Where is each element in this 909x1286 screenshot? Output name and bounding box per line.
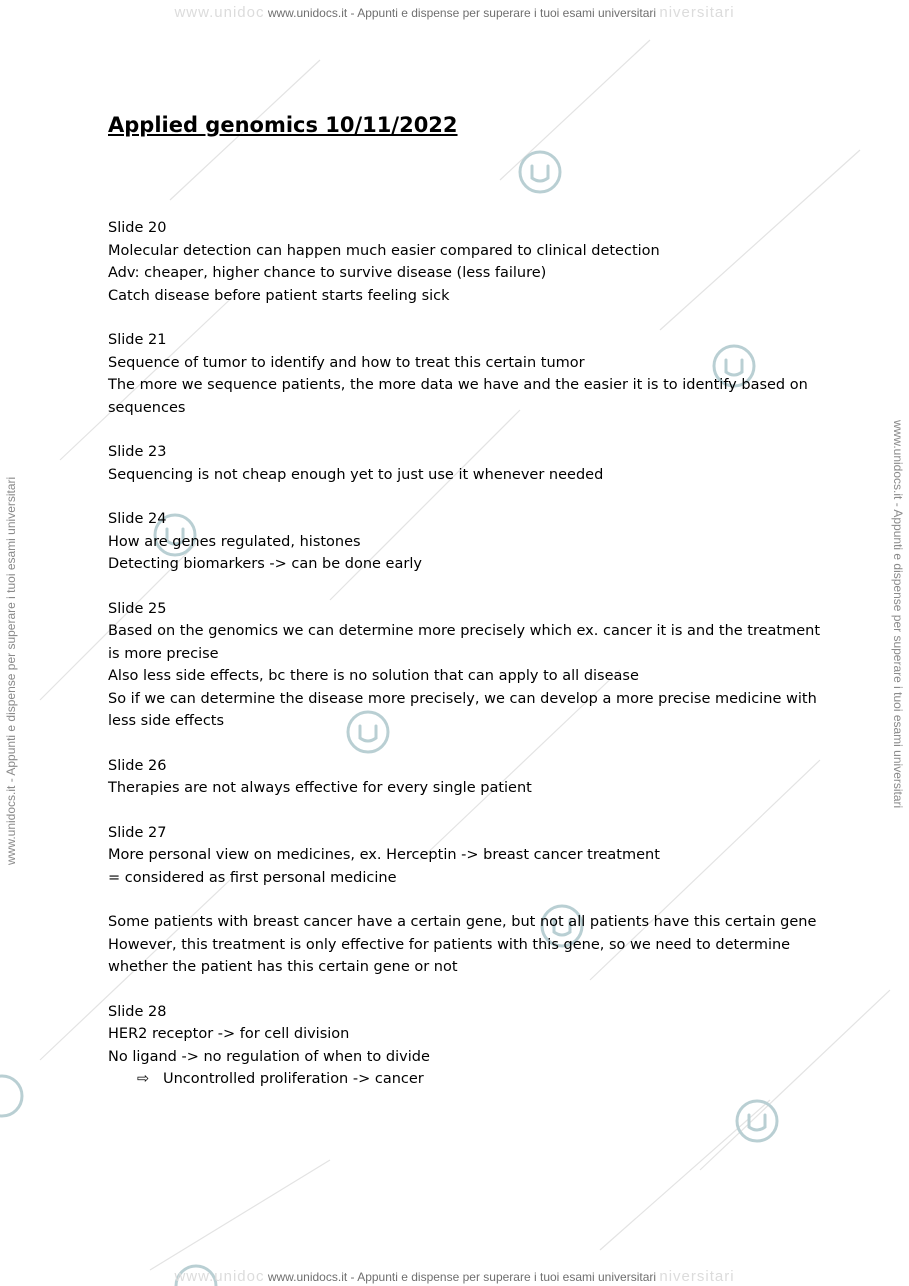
section-slide-21: [108, 329, 828, 419]
document-body: [108, 110, 828, 1113]
text-line: Catch disease before patient starts feeling sick: [108, 287, 450, 304]
watermark-left: www.unidocs.it - Appunti e dispense per superare i tuoi esami universitari: [4, 476, 18, 865]
text-line: The more we sequence patients, the more data we have and the easier it is to identify based on sequences: [108, 377, 808, 416]
watermark-bottom: [0, 1268, 909, 1285]
text-line: How are genes regulated, histones: [108, 533, 361, 550]
section-slide-24: [108, 508, 828, 576]
text-line: Also less side effects, bc there is no solution that can apply to all disease: [108, 668, 639, 684]
section-slide-25: [108, 598, 828, 733]
arrow-right-icon: ⇨: [137, 1071, 150, 1087]
section-heading: Slide 26: [108, 757, 167, 774]
text-line: So if we can determine the disease more precisely, we can develop a more precise medicine with less side effects: [108, 690, 817, 729]
document-title: Applied genomics 10/11/2022: [108, 113, 458, 137]
text-line: No ligand -> no regulation of when to divide: [108, 1048, 430, 1065]
section-slide-23: [108, 441, 828, 486]
text-line: Sequencing is not cheap enough yet to just use it whenever needed: [108, 466, 604, 483]
watermark-ghost-right: niversitari: [659, 4, 735, 21]
watermark-top: [0, 4, 909, 21]
text-line: Therapies are not always effective for every single patient: [108, 780, 532, 796]
section-slide-26: [108, 755, 828, 800]
section-heading: Slide 28: [108, 1003, 167, 1020]
text-line: Detecting biomarkers -> can be done early: [108, 556, 422, 572]
text-line: Some patients with breast cancer have a certain gene, but not all patients have this certain gene: [108, 914, 817, 930]
section-heading: Slide 23: [108, 444, 167, 460]
text-line: HER2 receptor -> for cell division: [108, 1026, 350, 1042]
paragraph: [108, 822, 828, 890]
section-heading: Slide 20: [108, 220, 167, 236]
section-slide-27: [108, 822, 828, 979]
text-line: Adv: cheaper, higher chance to survive disease (less failure): [108, 265, 547, 281]
section-heading: Slide 27: [108, 824, 167, 841]
section-slide-20: [108, 217, 828, 307]
section-heading: Slide 24: [108, 511, 167, 527]
text-line: Based on the genomics we can determine more precisely which ex. cancer it is and the treatment is more precise: [108, 623, 821, 662]
section-slide-28: [108, 1001, 828, 1091]
text-line: = considered as first personal medicine: [108, 869, 397, 886]
bullet-item: [108, 1068, 828, 1091]
section-heading: Slide 25: [108, 600, 167, 617]
watermark-ghost-right: niversitari: [659, 1268, 735, 1285]
watermark-ghost-left: www.unidoc: [174, 4, 265, 21]
watermark-bottom-text: www.unidocs.it - Appunti e dispense per superare i tuoi esami universitari: [267, 1270, 657, 1284]
text-line: More personal view on medicines, ex. Herceptin -> breast cancer treatment: [108, 847, 660, 863]
watermark-top-text: www.unidocs.it - Appunti e dispense per superare i tuoi esami universitari: [267, 6, 657, 20]
watermark-right: www.unidocs.it - Appunti e dispense per superare i tuoi esami universitari: [891, 420, 905, 809]
bullet-text: Uncontrolled proliferation -> cancer: [163, 1071, 424, 1087]
section-heading: Slide 21: [108, 332, 167, 348]
text-line: However, this treatment is only effective for patients with this gene, so we need to determine whether the patient has this certain gene or not: [108, 936, 791, 975]
watermark-ghost-left: www.unidoc: [174, 1268, 265, 1285]
text-line: Molecular detection can happen much easier compared to clinical detection: [108, 242, 660, 259]
text-line: Sequence of tumor to identify and how to treat this certain tumor: [108, 354, 585, 371]
